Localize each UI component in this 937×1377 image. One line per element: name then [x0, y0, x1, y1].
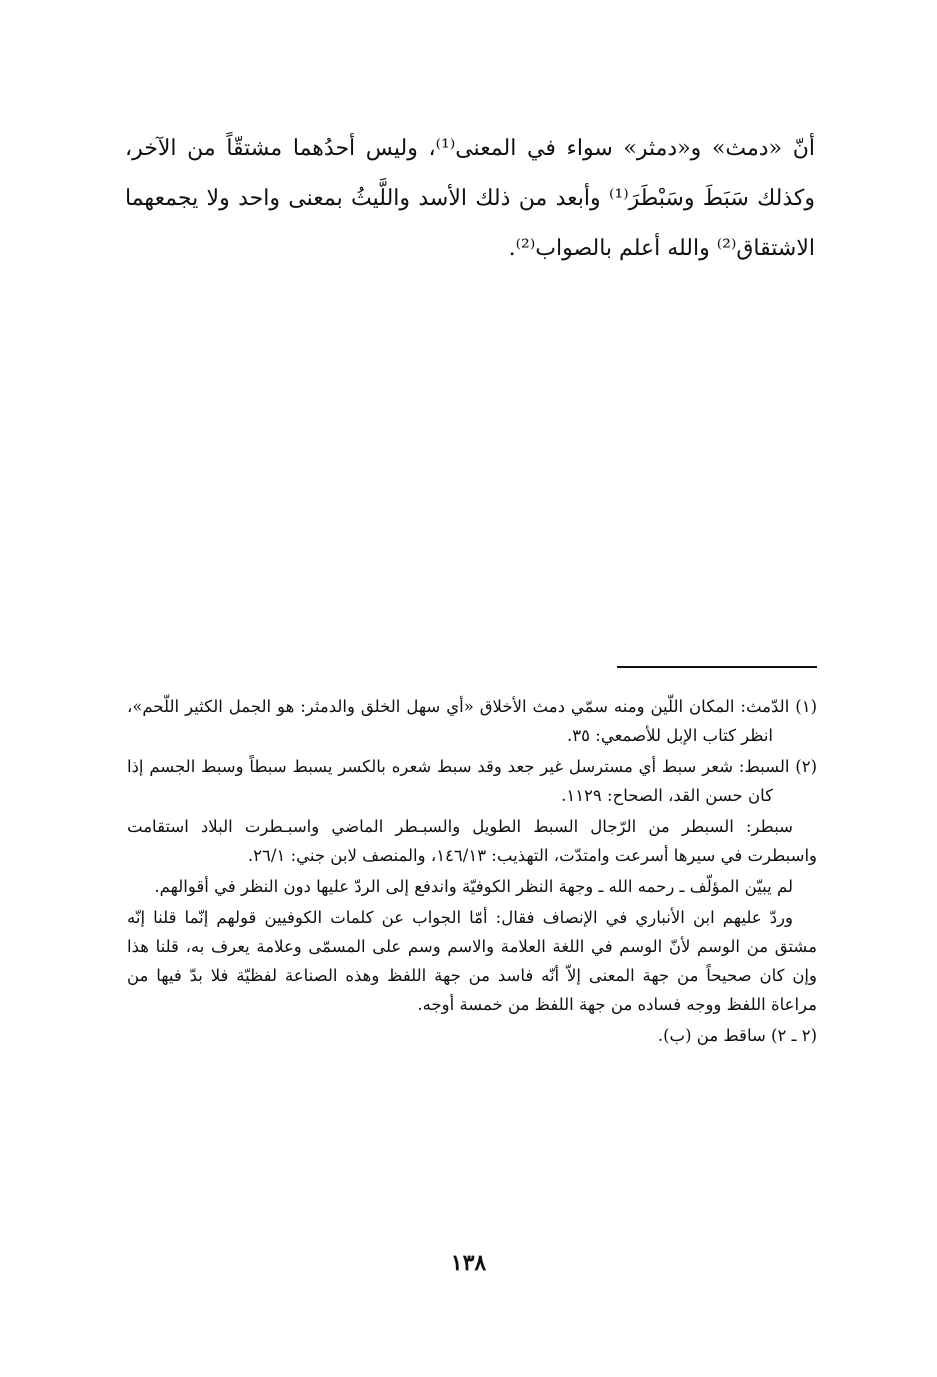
- footnote-2: (٢) السبط: شعر سبط أي مسترسل غير جعد وقد سبط شعره بالكسر يسبط سبطاً وسبط الجسم إذا كان حسن القد، الصحاح: ١١٢٩.: [127, 757, 817, 805]
- footnote-separator: [617, 666, 817, 668]
- footnote-1: (١) الدّمث: المكان اللّين ومنه سمّي دمث الأخلاق «أي سهل الخلق والدمثر: هو الجمل الكثير اللّحم»، انظر كتاب الإبل للأصمعي: ٣٥.: [127, 697, 817, 745]
- footnote-2-continuation-anbari: وردّ عليهم ابن الأنباري في الإنصاف فقال: أمّا الجواب عن كلمات الكوفيين قولهم إنّما قلنا إنّه مشتق من الوسم لأنّ الوسم في اللغة العلامة والاسم وسم على المسمّى وعلامة يعرف به، قلنا هذا وإن كان صحيحاً من جهة المعنى إلاّ أنّه فاسد من جهة اللفظ وهذه الصناعة لفظيّة فلا بدّ فيها من مراعاة اللفظ ووجه فساده من جهة اللفظ من خمسة أوجه.: [127, 908, 817, 1014]
- footnote-2-continuation-author-note: لم يبيّن المؤلّف ـ رحمه الله ـ وجهة النظر الكوفيّة واندفع إلى الردّ عليها دون النظر في أقوالهم.: [154, 877, 793, 896]
- footnotes-section: [127, 692, 817, 1052]
- main-text-block: [125, 124, 815, 274]
- footnote-2-continuation-sabtar: سبطر: السبطر من الرّجال السبط الطويل والسبـطر الماضي واسبـطرت البلاد استقامت واسبطرت في سيرها أسرعت وامتدّت، التهذيب: ١٤٦/١٣، والمنصف لابن جني: ٢٦/١.: [127, 817, 817, 865]
- footnote-2-2: (٢ ـ ٢) ساقط من (ب).: [657, 1026, 817, 1045]
- main-paragraph: أنّ «دمث» و«دمثر» سواء في المعنى⁽¹⁾، وليس أحدُهما مشتقّاً من الآخر، وكذلك سَبَطَ وسَبْطَرَ⁽¹⁾ وأبعد من ذلك الأسد واللَّيثُ بمعنى واحد ولا يجمعهما الاشتقاق⁽²⁾ والله أعلم بالصواب⁽²⁾.: [125, 136, 815, 261]
- page-number: ١٣٨: [450, 1250, 487, 1276]
